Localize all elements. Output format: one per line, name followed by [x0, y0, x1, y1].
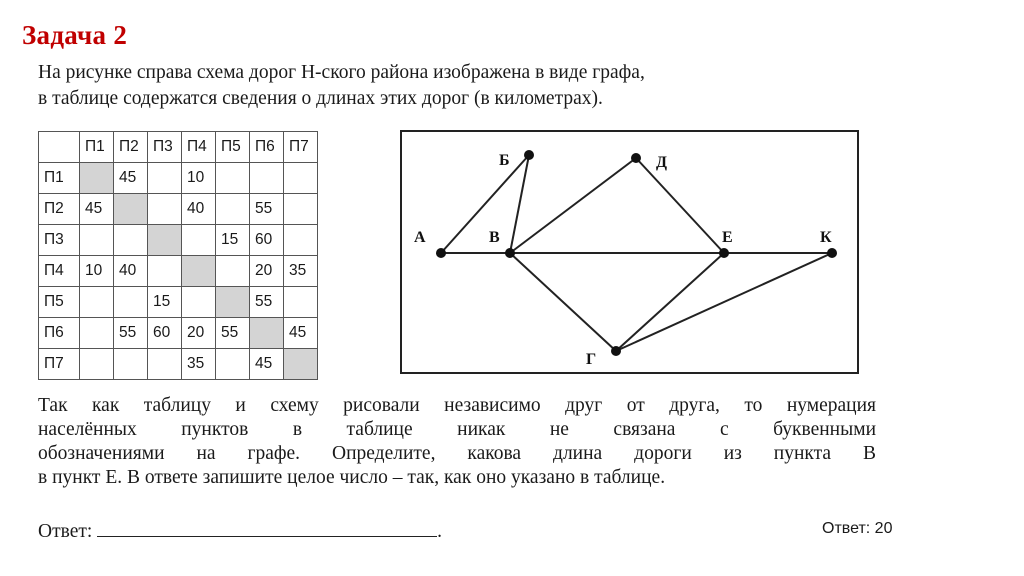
graph-node-label: Д	[656, 154, 668, 171]
table-cell: 45	[284, 318, 318, 349]
answer-label: Ответ:	[38, 521, 93, 542]
table-cell: 35	[182, 349, 216, 380]
intro-line-2: в таблице содержатся сведения о длинах этих дорог (в километрах).	[38, 88, 603, 109]
graph-node-g	[611, 346, 621, 356]
table-cell	[148, 256, 182, 287]
table-cell	[284, 287, 318, 318]
graph-node-k	[827, 248, 837, 258]
answer-line	[38, 518, 442, 543]
graph-node-label: Г	[586, 351, 597, 368]
table-cell: 45	[80, 194, 114, 225]
column-header: П6	[250, 132, 284, 163]
body-line-4: в пункт Е. В ответе запишите целое число – так, как оно указано в таблице.	[38, 467, 666, 488]
answer-given: Ответ: 20	[822, 520, 893, 537]
table-cell	[80, 349, 114, 380]
table-cell	[216, 287, 250, 318]
table-cell: 55	[216, 318, 250, 349]
row-header: П1	[39, 163, 80, 194]
table-cell	[284, 225, 318, 256]
task-title: Задача 2	[22, 20, 128, 50]
graph-node-e	[719, 248, 729, 258]
table-cell: 10	[182, 163, 216, 194]
table-cell	[148, 194, 182, 225]
table-cell	[148, 163, 182, 194]
answer-end: .	[437, 521, 443, 542]
body-line-3: обозначениями на графе. Определите, какова длина дороги из пункта В	[38, 443, 876, 464]
table-cell: 40	[114, 256, 148, 287]
table-cell	[182, 287, 216, 318]
row-header: П3	[39, 225, 80, 256]
table-cell: 45	[250, 349, 284, 380]
table-row	[39, 163, 318, 194]
column-header: П7	[284, 132, 318, 163]
table-cell	[80, 225, 114, 256]
table-cell	[80, 318, 114, 349]
graph-node-a	[436, 248, 446, 258]
table-cell	[284, 194, 318, 225]
table-cell: 45	[114, 163, 148, 194]
table-cell: 10	[80, 256, 114, 287]
table-cell	[182, 225, 216, 256]
task-body	[38, 394, 876, 490]
table-cell	[284, 349, 318, 380]
table-cell	[114, 225, 148, 256]
graph-edge-b-v	[510, 155, 529, 253]
table-row	[39, 256, 318, 287]
graph-node-label: Б	[499, 152, 510, 169]
table-cell	[216, 256, 250, 287]
road-graph	[400, 130, 859, 374]
row-header: П2	[39, 194, 80, 225]
table-cell	[114, 194, 148, 225]
row-header: П5	[39, 287, 80, 318]
graph-edge-a-b	[441, 155, 529, 253]
graph-canvas	[402, 132, 857, 372]
table-cell: 55	[250, 194, 284, 225]
graph-edge-v-g	[510, 253, 616, 351]
answer-blank[interactable]	[97, 518, 437, 537]
graph-edge-g-k	[616, 253, 832, 351]
row-header: П7	[39, 349, 80, 380]
graph-node-label: Е	[722, 229, 733, 246]
column-header: П4	[182, 132, 216, 163]
task-intro	[38, 60, 878, 112]
table-cell	[284, 163, 318, 194]
distance-table	[38, 131, 318, 380]
table-cell	[250, 163, 284, 194]
column-header: П2	[114, 132, 148, 163]
table-row	[39, 318, 318, 349]
table-corner-cell	[39, 132, 80, 163]
column-header: П3	[148, 132, 182, 163]
table-cell	[114, 287, 148, 318]
body-line-2: населённых пунктов в таблице никак не связана с буквенными	[38, 419, 876, 440]
column-header: П5	[216, 132, 250, 163]
table-cell	[148, 225, 182, 256]
table-cell	[148, 349, 182, 380]
table-cell	[250, 318, 284, 349]
graph-edge-v-d	[510, 158, 636, 253]
table-cell: 15	[216, 225, 250, 256]
table-row	[39, 349, 318, 380]
table-cell: 35	[284, 256, 318, 287]
table-cell	[182, 256, 216, 287]
graph-node-label: А	[414, 229, 426, 246]
table-row	[39, 225, 318, 256]
row-header: П4	[39, 256, 80, 287]
table-cell: 55	[114, 318, 148, 349]
graph-node-b	[524, 150, 534, 160]
table-row	[39, 287, 318, 318]
graph-node-d	[631, 153, 641, 163]
row-header: П6	[39, 318, 80, 349]
distance-table-wrap	[38, 131, 318, 380]
graph-node-v	[505, 248, 515, 258]
table-row	[39, 194, 318, 225]
table-cell: 60	[148, 318, 182, 349]
body-line-1: Так как таблицу и схему рисовали независимо друг от друга, то нумерация	[38, 395, 876, 416]
table-cell	[80, 287, 114, 318]
table-cell	[216, 163, 250, 194]
intro-line-1: На рисунке справа схема дорог Н-ского района изображена в виде графа,	[38, 62, 645, 83]
graph-node-label: В	[489, 229, 500, 246]
table-cell: 15	[148, 287, 182, 318]
table-cell: 40	[182, 194, 216, 225]
column-header: П1	[80, 132, 114, 163]
table-cell	[216, 194, 250, 225]
table-cell: 55	[250, 287, 284, 318]
table-cell	[114, 349, 148, 380]
table-cell: 20	[182, 318, 216, 349]
graph-edge-d-e	[636, 158, 724, 253]
table-cell: 20	[250, 256, 284, 287]
table-cell	[80, 163, 114, 194]
table-cell	[216, 349, 250, 380]
table-header-row	[39, 132, 318, 163]
graph-edge-e-g	[616, 253, 724, 351]
table-cell: 60	[250, 225, 284, 256]
graph-node-label: К	[820, 229, 832, 246]
